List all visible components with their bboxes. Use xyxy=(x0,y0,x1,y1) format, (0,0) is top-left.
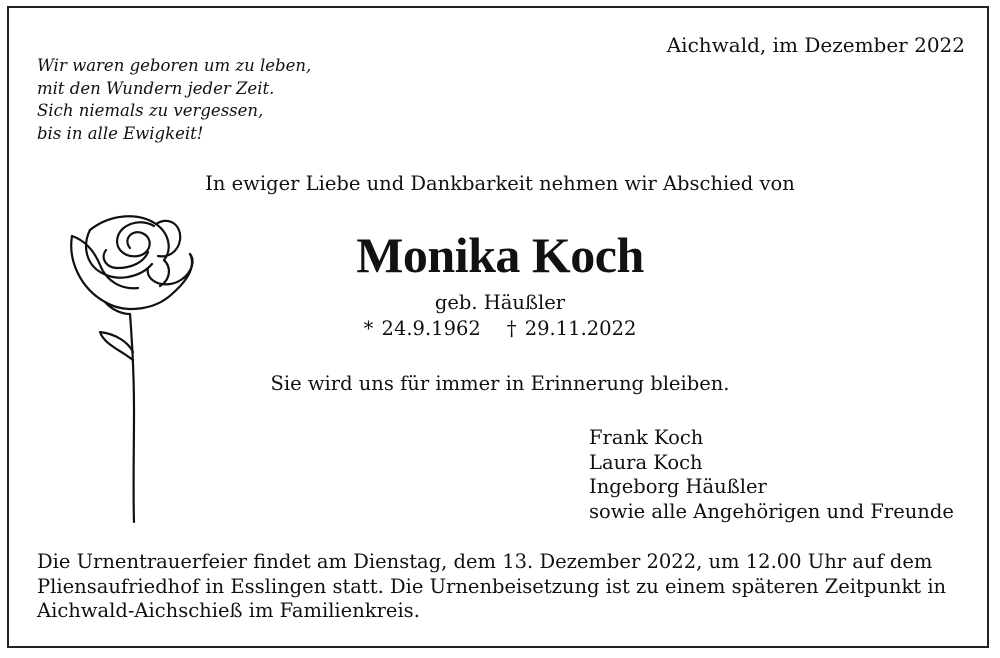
poem xyxy=(37,55,311,145)
family-member: Frank Koch xyxy=(589,426,704,449)
place-date: Aichwald, im Dezember 2022 xyxy=(666,33,965,57)
family-member: Laura Koch xyxy=(589,450,703,474)
birth-date: * 24.9.1962 xyxy=(363,317,481,340)
maiden-name: geb. Häußler xyxy=(434,291,566,314)
deceased-name: Monika Koch xyxy=(356,227,644,283)
ceremony-line: Die Urnentrauerfeier findet am Dienstag, dem 13. Dezember 2022, um 12.00 Uhr auf dem xyxy=(37,550,933,573)
poem-line: mit den Wundern jeder Zeit. xyxy=(37,78,275,98)
poem-line: bis in alle Ewigkeit! xyxy=(37,123,204,143)
family-member: Ingeborg Häußler xyxy=(589,475,767,499)
intro-text: In ewiger Liebe und Dankbarkeit nehmen wir Abschied von xyxy=(205,172,795,195)
poem-line: Sich niemals zu vergessen, xyxy=(37,101,264,120)
poem-line: Wir waren geboren um zu leben, xyxy=(37,56,312,75)
family-signatures xyxy=(589,426,954,525)
family-member: sowie alle Angehörigen und Freunde xyxy=(589,500,954,524)
ceremony-info xyxy=(37,550,946,624)
ceremony-line: Aichwald-Aichschieß im Familienkreis. xyxy=(37,599,420,623)
ceremony-line: Pliensaufriedhof in Esslingen statt. Die Urnenbeisetzung ist zu einem späteren Zeitpunkt in xyxy=(37,574,947,598)
death-date: † 29.11.2022 xyxy=(506,317,637,340)
memory-line: Sie wird uns für immer in Erinnerung bleiben. xyxy=(270,372,730,395)
life-dates xyxy=(0,317,1000,340)
